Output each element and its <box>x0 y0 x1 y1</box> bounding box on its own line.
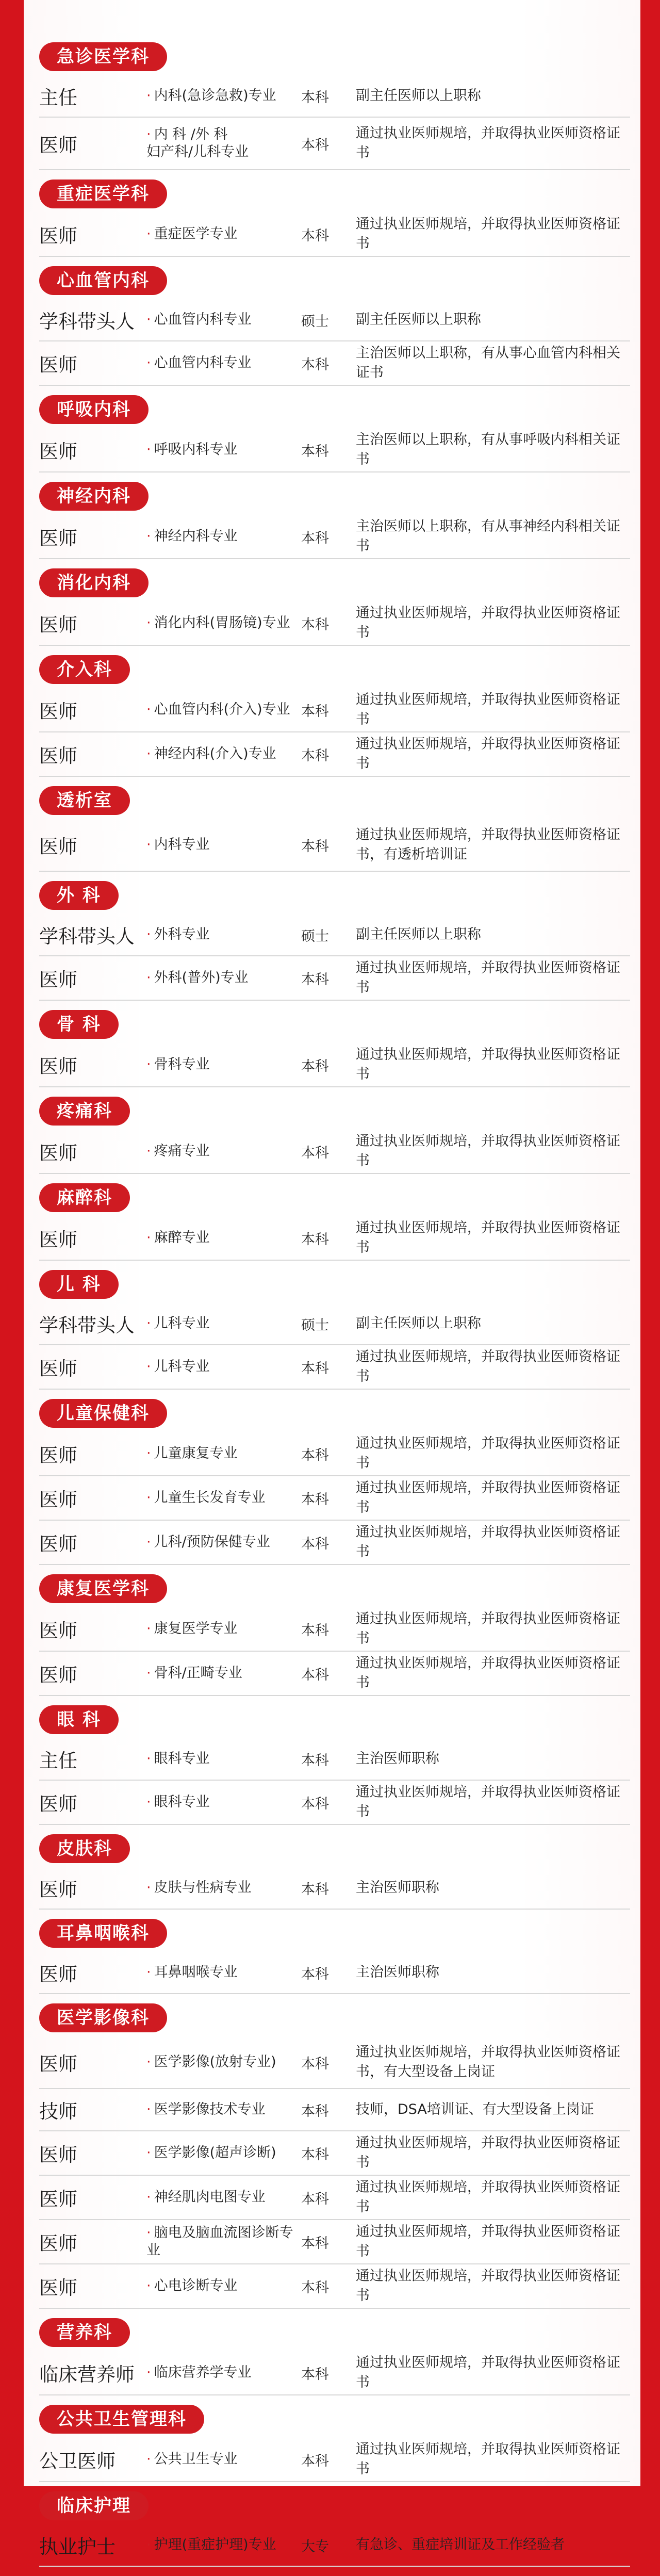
position-row <box>39 428 630 472</box>
department-section <box>39 655 630 777</box>
requirement-text: 主治医师职称 <box>356 1880 439 1896</box>
position-title: 医师 <box>39 527 77 549</box>
department-section <box>39 266 630 386</box>
education-level: 本科 <box>301 2103 329 2120</box>
requirement-text: 通过执业医师规培，并取得执业医师资格证书 <box>356 1349 620 1384</box>
position-row <box>39 1867 630 1910</box>
major-cell <box>146 1879 301 1897</box>
bullet-icon: · <box>146 2225 151 2241</box>
requirement-text: 通过执业医师规培，并取得执业医师资格证书 <box>356 736 620 772</box>
requirement-text: 通过执业医师规培，并取得执业医师资格证书 <box>356 216 620 252</box>
bullet-icon: · <box>146 1445 151 1461</box>
position-title: 医师 <box>39 1055 77 1078</box>
major-cell <box>146 1534 301 1551</box>
department-section <box>39 1574 630 1696</box>
major-text: 外科(普外)专业 <box>154 970 249 986</box>
major-cell <box>146 745 301 763</box>
bullet-icon: · <box>146 746 151 762</box>
department-tag: 公共卫生管理科 <box>39 2405 204 2434</box>
requirement-text: 通过执业医师规培，并取得执业医师资格证书 <box>356 1784 620 1820</box>
requirement-text: 通过执业医师规培，并取得执业医师资格证书 <box>356 692 620 727</box>
department-section <box>39 1705 630 1825</box>
education-level: 本科 <box>301 2146 329 2163</box>
major-text: 皮肤与性病专业 <box>154 1880 252 1896</box>
requirement-text: 通过执业医师规培，并取得执业医师资格证书 <box>356 1436 620 1471</box>
requirement-text: 通过执业医师规培，并取得执业医师资格证书 <box>356 1524 620 1560</box>
department-tag: 外 科 <box>39 881 119 910</box>
bullet-icon: · <box>146 1751 151 1767</box>
education-level: 硕士 <box>301 1317 329 1333</box>
position-row <box>39 1781 630 1825</box>
education-level: 本科 <box>301 971 329 988</box>
education-level: 本科 <box>301 616 329 633</box>
requirement-text: 通过执业医师规培，并取得执业医师资格证书 <box>356 2441 620 2477</box>
position-title: 医师 <box>39 1533 77 1555</box>
requirement-text: 主治医师以上职称，有从事呼吸内科相关证书 <box>356 432 620 467</box>
department-tag: 皮肤科 <box>39 1834 130 1863</box>
department-tag: 神经内科 <box>39 482 148 511</box>
department-tag: 医学影像科 <box>39 2003 167 2032</box>
education-level: 本科 <box>301 356 329 373</box>
requirement-text: 副主任医师以上职称 <box>356 88 481 104</box>
department-section <box>39 2405 630 2482</box>
education-level: 本科 <box>301 2235 329 2252</box>
department-section <box>39 2491 630 2567</box>
major-cell <box>146 354 301 372</box>
bullet-icon: · <box>146 528 151 544</box>
major-text: 心电诊断专业 <box>154 2278 238 2294</box>
education-level: 本科 <box>301 2366 329 2383</box>
position-row <box>39 1345 630 1390</box>
position-title: 医师 <box>39 1664 77 1686</box>
education-level: 本科 <box>301 1966 329 1982</box>
position-title: 医师 <box>39 2053 77 2075</box>
bullet-icon: · <box>146 2054 151 2070</box>
department-section <box>39 1183 630 1261</box>
requirement-text: 通过执业医师规培，并取得执业医师资格证书 <box>356 960 620 996</box>
education-level: 硕士 <box>301 928 329 944</box>
position-row <box>39 1652 630 1696</box>
position-title: 医师 <box>39 1358 77 1380</box>
position-title: 医师 <box>39 1142 77 1164</box>
position-row <box>39 1130 630 1174</box>
requirement-text: 副主任医师以上职称 <box>356 926 481 942</box>
bullet-icon: · <box>146 2145 151 2161</box>
department-section <box>39 482 630 559</box>
major-text: 护理(重症护理)专业 <box>154 2537 276 2553</box>
position-row <box>39 1607 630 1652</box>
position-title: 主任 <box>39 1750 77 1772</box>
recruitment-table <box>39 42 630 2576</box>
position-title: 医师 <box>39 1793 77 1815</box>
position-title: 医师 <box>39 2188 77 2210</box>
department-tag: 重症医学科 <box>39 180 167 208</box>
department-tag: 儿 科 <box>39 1270 119 1299</box>
major-text: 消化内科(胃肠镜)专业 <box>154 615 290 631</box>
education-level: 本科 <box>301 1752 329 1769</box>
department-section <box>39 568 630 646</box>
major-text: 儿童康复专业 <box>154 1445 238 1461</box>
major-text: 耳鼻咽喉专业 <box>154 1964 238 1980</box>
bullet-icon: · <box>146 1534 151 1550</box>
requirement-text: 通过执业医师规培，并取得执业医师资格证书 <box>356 1611 620 1646</box>
bullet-icon: · <box>146 2451 151 2467</box>
bullet-icon: · <box>146 2189 151 2205</box>
bullet-icon: · <box>146 1359 151 1375</box>
major-cell <box>146 2189 301 2206</box>
education-level: 本科 <box>301 1667 329 1683</box>
requirement-text: 通过执业医师规培，并取得执业医师资格证书 <box>356 125 620 161</box>
major-text: 儿童生长发育专业 <box>154 1490 266 1506</box>
major-cell <box>146 1056 301 1073</box>
position-title: 医师 <box>39 1489 77 1511</box>
major-cell <box>146 1143 301 1160</box>
bullet-icon: · <box>146 1794 151 1810</box>
education-level: 本科 <box>301 1447 329 1463</box>
position-row <box>39 2131 630 2176</box>
education-level: 本科 <box>301 2453 329 2469</box>
position-title: 医师 <box>39 745 77 767</box>
bullet-icon: · <box>146 312 151 328</box>
major-text: 脑电及脑血流图诊断专业 <box>146 2225 293 2258</box>
position-title: 学科带头人 <box>39 925 135 948</box>
bullet-icon: · <box>146 702 151 718</box>
education-level: 本科 <box>301 1360 329 1377</box>
bullet-icon: · <box>146 1490 151 1506</box>
major-text: 眼科专业 <box>154 1751 210 1767</box>
requirement-text: 通过执业医师规培，并取得执业医师资格证书 <box>356 1480 620 1515</box>
position-title: 技师 <box>39 2100 77 2123</box>
content-panel <box>24 0 640 2558</box>
position-title: 医师 <box>39 614 77 636</box>
bullet-icon: · <box>146 1230 151 1246</box>
position-row <box>39 601 630 646</box>
requirement-text: 通过执业医师规培，并取得执业医师资格证书 <box>356 2135 620 2171</box>
bullet-icon: · <box>146 926 151 942</box>
position-row <box>39 2438 630 2482</box>
major-cell <box>146 1794 301 1811</box>
requirement-text: 技师，DSA培训证、有大型设备上岗证 <box>356 2101 594 2117</box>
requirement-text: 通过执业医师规培，并取得执业医师资格证书 <box>356 1220 620 1256</box>
major-text: 临床营养学专业 <box>154 2365 252 2381</box>
department-section <box>39 1399 630 1565</box>
position-title: 医师 <box>39 2232 77 2255</box>
requirement-text: 主治医师以上职称，有从事心血管内科相关证书 <box>356 345 620 381</box>
department-tag: 急诊医学科 <box>39 42 167 71</box>
major-text: 儿科专业 <box>154 1359 210 1375</box>
position-row <box>39 75 630 118</box>
major-text: 疼痛专业 <box>154 1143 210 1159</box>
requirement-text: 通过执业医师规培，并取得执业医师资格证书，有透析培训证 <box>356 827 620 862</box>
department-section <box>39 1270 630 1390</box>
education-level: 本科 <box>301 137 329 153</box>
requirement-text: 主治医师以上职称，有从事神经内科相关证书 <box>356 518 620 554</box>
major-cell <box>146 1358 301 1376</box>
requirement-text: 通过执业医师规培，并取得执业医师资格证书 <box>356 2355 620 2390</box>
bullet-icon: · <box>146 1143 151 1159</box>
bullet-icon: · <box>146 1964 151 1980</box>
education-level: 本科 <box>301 1145 329 1161</box>
bullet-icon: · <box>146 2365 151 2381</box>
department-section <box>39 2003 630 2309</box>
department-tag: 骨 科 <box>39 1010 119 1039</box>
major-text: 麻醉专业 <box>154 1230 210 1246</box>
requirement-text: 通过执业医师规培，并取得执业医师资格证书，有大型设备上岗证 <box>356 2044 620 2080</box>
position-row <box>39 688 630 732</box>
position-row <box>39 1216 630 1261</box>
position-title: 医师 <box>39 2277 77 2299</box>
education-level: 硕士 <box>301 313 329 330</box>
department-section <box>39 395 630 472</box>
education-level: 本科 <box>301 1622 329 1639</box>
major-cell <box>146 836 301 854</box>
department-tag: 呼吸内科 <box>39 395 148 424</box>
department-tag: 心血管内科 <box>39 266 167 295</box>
bullet-icon: · <box>146 970 151 986</box>
position-row <box>39 2036 630 2089</box>
major-text: 心血管内科(介入)专业 <box>154 702 290 718</box>
position-title: 医师 <box>39 1620 77 1642</box>
education-level: 本科 <box>301 1491 329 1508</box>
education-level: 本科 <box>301 1796 329 1812</box>
major-text: 神经肌肉电图专业 <box>154 2189 266 2205</box>
department-section <box>39 2318 630 2395</box>
major-cell <box>146 969 301 987</box>
position-title: 医师 <box>39 1444 77 1466</box>
position-title: 医师 <box>39 1229 77 1251</box>
department-tag: 儿童保健科 <box>39 1399 167 1428</box>
requirement-text: 通过执业医师规培，并取得执业医师资格证书 <box>356 2224 620 2259</box>
department-section <box>39 881 630 1001</box>
position-row <box>39 2264 630 2309</box>
bullet-icon: · <box>146 1665 151 1681</box>
education-level: 本科 <box>301 2191 329 2207</box>
position-title: 学科带头人 <box>39 1314 135 1336</box>
requirement-text: 通过执业医师规培，并取得执业医师资格证书 <box>356 605 620 641</box>
major-text: 儿科/预防保健专业 <box>154 1534 270 1550</box>
position-title: 医师 <box>39 1879 77 1901</box>
requirement-text: 主治医师职称 <box>356 1751 439 1767</box>
position-row <box>39 819 630 872</box>
position-row <box>39 515 630 559</box>
major-cell <box>146 926 301 943</box>
department-tag: 临床护理 <box>39 2491 148 2520</box>
major-text: 康复医学专业 <box>154 1621 238 1637</box>
education-level: 本科 <box>301 227 329 244</box>
bullet-icon: · <box>146 2278 151 2294</box>
major-cell <box>146 614 301 632</box>
position-title: 医师 <box>39 2144 77 2166</box>
major-cell <box>146 225 301 243</box>
bullet-icon: · <box>146 615 151 631</box>
requirement-text: 副主任医师以上职称 <box>356 312 481 328</box>
major-text: 外科专业 <box>154 926 210 942</box>
major-text: 公共卫生专业 <box>154 2451 238 2467</box>
position-row <box>39 1521 630 1565</box>
position-title: 医师 <box>39 354 77 376</box>
position-row <box>39 1952 630 1994</box>
major-cell <box>146 1620 301 1638</box>
position-title: 临床营养师 <box>39 2363 135 2386</box>
requirement-text: 主治医师职称 <box>356 1964 439 1980</box>
position-row <box>39 213 630 257</box>
position-row <box>39 2089 630 2131</box>
position-row <box>39 2176 630 2220</box>
position-row <box>39 956 630 1001</box>
position-title: 主任 <box>39 87 77 109</box>
position-title: 执业护士 <box>39 2536 116 2558</box>
major-cell <box>146 2277 301 2295</box>
position-row <box>39 1432 630 1476</box>
position-row <box>39 118 630 170</box>
position-title: 学科带头人 <box>39 311 135 333</box>
bullet-icon: · <box>146 1621 151 1637</box>
education-level: 本科 <box>301 443 329 460</box>
bullet-icon: · <box>146 1315 151 1331</box>
major-cell <box>146 126 301 161</box>
requirement-text: 有急诊、重症培训证及工作经验者 <box>356 2537 565 2553</box>
major-cell <box>146 2144 301 2162</box>
major-text: 呼吸内科专业 <box>154 442 238 458</box>
major-cell <box>146 2536 301 2554</box>
education-level: 本科 <box>301 747 329 764</box>
education-level: 本科 <box>301 703 329 720</box>
requirement-text: 通过执业医师规培，并取得执业医师资格证书 <box>356 1655 620 1691</box>
position-row <box>39 2351 630 2395</box>
major-cell <box>146 2451 301 2468</box>
requirement-text: 副主任医师以上职称 <box>356 1315 481 1331</box>
bullet-icon: · <box>146 88 151 104</box>
major-text: 医学影像(超声诊断) <box>154 2145 276 2161</box>
department-tag: 透析室 <box>39 786 130 815</box>
department-tag: 营养科 <box>39 2318 130 2347</box>
major-cell <box>146 701 301 719</box>
requirement-text: 通过执业医师规培，并取得执业医师资格证书 <box>356 1047 620 1082</box>
education-level: 本科 <box>301 1231 329 1248</box>
major-text: 心血管内科专业 <box>154 312 252 328</box>
position-row <box>39 1043 630 1087</box>
department-tag: 疼痛科 <box>39 1097 130 1126</box>
major-cell <box>146 528 301 545</box>
department-tag: 麻醉科 <box>39 1183 130 1212</box>
major-cell <box>146 2224 301 2259</box>
major-text: 重症医学专业 <box>154 226 238 242</box>
bullet-icon: · <box>146 126 151 142</box>
requirement-text: 通过执业医师规培，并取得执业医师资格证书 <box>356 2179 620 2215</box>
department-tag: 耳鼻咽喉科 <box>39 1919 167 1948</box>
major-text: 内 科 /外 科 妇产科/儿科专业 <box>146 126 249 160</box>
major-cell <box>146 441 301 459</box>
education-level: 本科 <box>301 530 329 546</box>
position-row <box>39 2524 630 2567</box>
bullet-icon: · <box>146 226 151 242</box>
major-text: 医学影像(放射专业) <box>154 2054 276 2070</box>
position-row <box>39 732 630 777</box>
major-text: 骨科/正畸专业 <box>154 1665 242 1681</box>
position-title: 医师 <box>39 441 77 463</box>
major-text: 眼科专业 <box>154 1794 210 1810</box>
department-section <box>39 1834 630 1910</box>
major-cell <box>146 1489 301 1507</box>
position-row <box>39 914 630 956</box>
education-level: 本科 <box>301 1058 329 1074</box>
bullet-icon: · <box>146 2537 151 2553</box>
education-level: 本科 <box>301 2056 329 2072</box>
department-section <box>39 180 630 257</box>
bullet-icon: · <box>146 1056 151 1072</box>
major-text: 神经内科专业 <box>154 528 238 544</box>
education-level: 本科 <box>301 838 329 855</box>
major-cell <box>146 1315 301 1332</box>
position-title: 医师 <box>39 225 77 247</box>
position-row <box>39 1303 630 1345</box>
major-cell <box>146 311 301 329</box>
position-title: 医师 <box>39 700 77 723</box>
bullet-icon: · <box>146 2101 151 2117</box>
position-title: 公卫医师 <box>39 2450 116 2472</box>
department-section <box>39 42 630 170</box>
major-cell <box>146 1229 301 1247</box>
department-section <box>39 1010 630 1087</box>
major-cell <box>146 2101 301 2118</box>
major-text: 内科专业 <box>154 837 210 853</box>
major-text: 骨科专业 <box>154 1056 210 1072</box>
department-tag: 康复医学科 <box>39 1574 167 1603</box>
major-text: 儿科专业 <box>154 1315 210 1331</box>
requirement-text: 通过执业医师规培，并取得执业医师资格证书 <box>356 2268 620 2304</box>
position-row <box>39 1476 630 1521</box>
major-cell <box>146 2364 301 2382</box>
major-cell <box>146 1750 301 1768</box>
department-section <box>39 1097 630 1174</box>
major-cell <box>146 1964 301 1981</box>
department-tag: 消化内科 <box>39 568 148 597</box>
education-level: 本科 <box>301 2279 329 2296</box>
education-level: 大专 <box>301 2538 329 2555</box>
major-cell <box>146 1665 301 1682</box>
position-title: 医师 <box>39 836 77 858</box>
position-row <box>39 2220 630 2264</box>
education-level: 本科 <box>301 89 329 106</box>
requirement-text: 通过执业医师规培，并取得执业医师资格证书 <box>356 1133 620 1169</box>
position-title: 医师 <box>39 134 77 156</box>
bullet-icon: · <box>146 355 151 371</box>
bullet-icon: · <box>146 442 151 458</box>
position-title: 医师 <box>39 1963 77 1985</box>
major-text: 医学影像技术专业 <box>154 2101 266 2117</box>
major-cell <box>146 87 301 105</box>
education-level: 本科 <box>301 1881 329 1898</box>
bullet-icon: · <box>146 837 151 853</box>
major-cell <box>146 1445 301 1462</box>
major-text: 神经内科(介入)专业 <box>154 746 276 762</box>
major-text: 内科(急诊急救)专业 <box>154 88 276 104</box>
education-level: 本科 <box>301 1536 329 1552</box>
department-section <box>39 1919 630 1994</box>
position-row <box>39 341 630 386</box>
bullet-icon: · <box>146 1880 151 1896</box>
major-text: 心血管内科专业 <box>154 355 252 371</box>
position-row <box>39 1738 630 1781</box>
position-title: 医师 <box>39 969 77 991</box>
department-tag: 介入科 <box>39 655 130 684</box>
position-row <box>39 299 630 341</box>
major-cell <box>146 2053 301 2071</box>
department-section <box>39 786 630 872</box>
department-tag: 眼 科 <box>39 1705 119 1734</box>
